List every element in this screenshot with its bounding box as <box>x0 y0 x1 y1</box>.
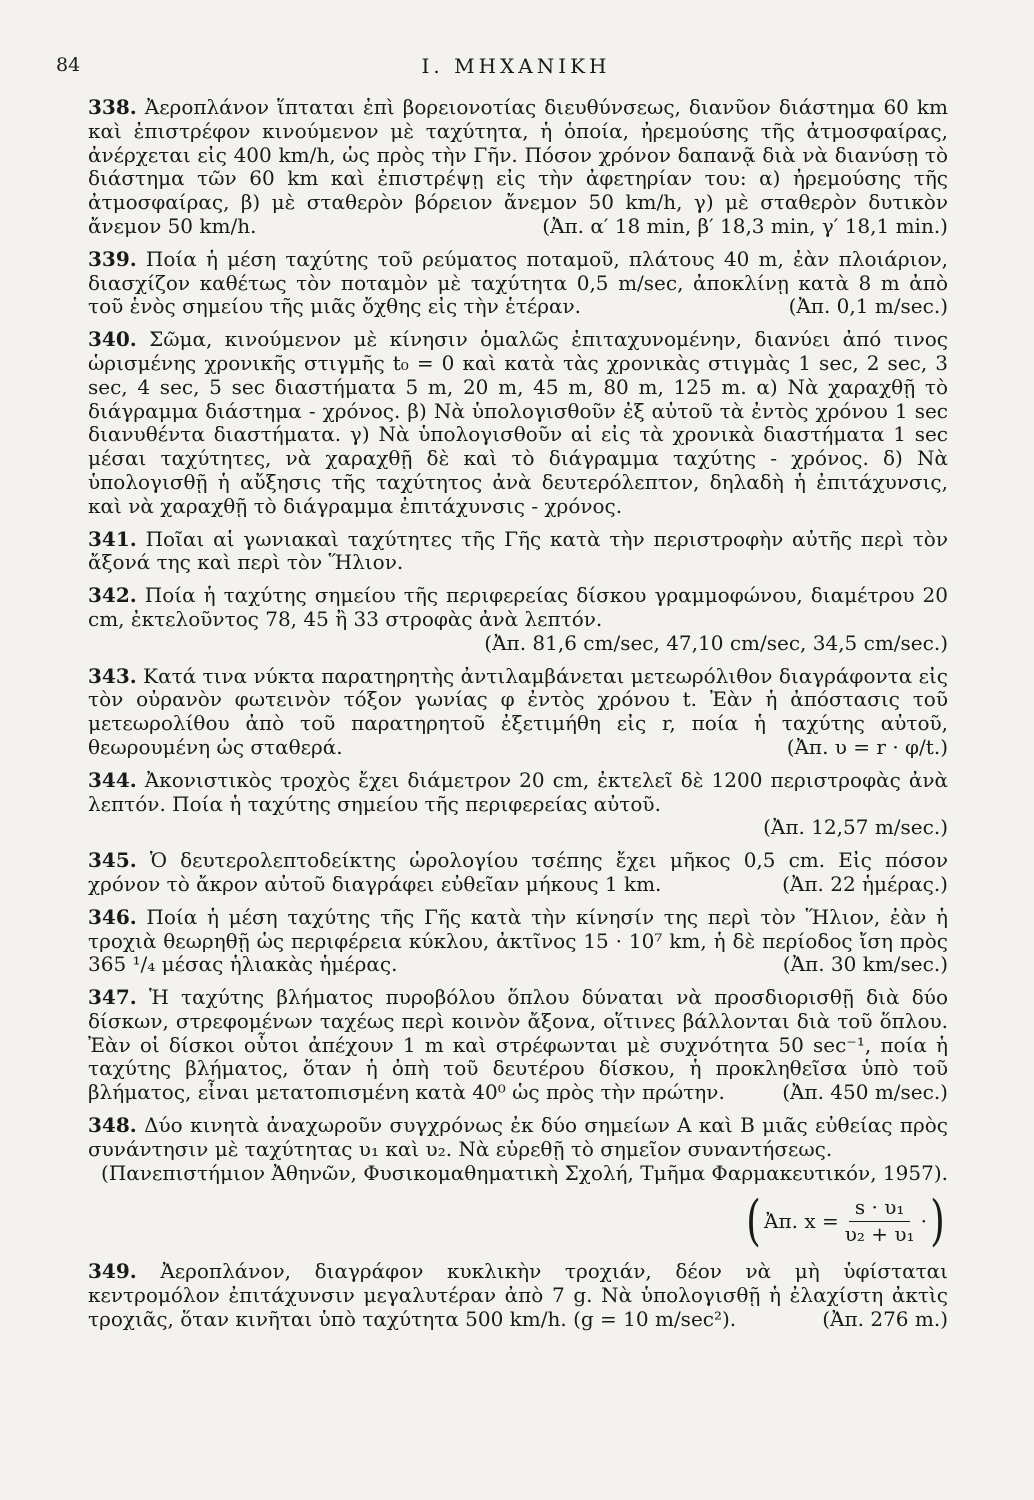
formula-fraction <box>845 1196 915 1247</box>
problem-answer: (Ἀπ. 22 ἡμέρας.) <box>782 871 948 896</box>
fraction-numerator: s · υ₁ <box>849 1196 911 1222</box>
problem-answer: (Ἀπ. α′ 18 min, β′ 18,3 min, γ′ 18,1 min.) <box>542 213 948 238</box>
problem-345 <box>88 849 948 897</box>
problem-number: 338. <box>88 95 137 119</box>
problem-342 <box>88 584 948 655</box>
problem-number: 345. <box>88 848 137 873</box>
problem-number: 348. <box>88 1113 137 1138</box>
problem-source: (Πανεπιστήμιον Ἀθηνῶν, Φυσικομαθηματικὴ Σχολή, Τμῆμα Φαρμακευτικόν, 1957). <box>101 1160 948 1185</box>
problem-number: 342. <box>88 583 137 608</box>
page-number: 84 <box>56 54 81 76</box>
problem-number: 347. <box>88 985 137 1010</box>
problem-answer: (Ἀπ. 450 m/sec.) <box>782 1080 948 1105</box>
problem-number: 349. <box>88 1259 137 1284</box>
problem-text: Ἡ ταχύτης βλήματος πυροβόλου ὅπλου δύναται νὰ προσδιορισθῇ διὰ δύο δίσκων, στρεφομένων ταχέως περὶ κοινὸν ἄξονα, οἵτινες βάλλονται διὰ τοῦ ὅπλου. Ἐὰν οἱ δίσκοι οὗτοι ἀπέχουν 1 m καὶ στρέφωνται μὲ συχνότητα 50 sec⁻¹, ποία ἡ ταχύτης βλήματος, ὅταν ἡ ὀπὴ τοῦ δευτέρου δίσκου, ἡ προκληθεῖσα ὑπὸ τοῦ βλήματος, εἶναι μετατοπισμένη κατὰ 40⁰ ὡς πρὸς τὴν πρώτην. <box>88 985 948 1105</box>
right-paren: ) <box>930 1189 945 1253</box>
problem-343 <box>88 665 948 760</box>
problem-text: Σῶμα, κινούμενον μὲ κίνησιν ὁμαλῶς ἐπιταχυνομένην, διανύει ἀπό τινος ὡρισμένης χρονικῆς στιγμῆς t₀ = 0 καὶ κατὰ τὰς χρονικὰς στιγμὰς 1 sec, 2 sec, 3 sec, 4 sec, 5 sec διαστήματα 5 m, 20 m, 45 m, 80 m, 125 m. α) Νὰ χαραχθῇ τὸ διάγραμμα διάστημα - χρόνος. β) Νὰ ὑπολογισθοῦν ἐξ αὐτοῦ τὰ ἐντὸς χρόνου 1 sec διανυθέντα διαστήματα. γ) Νὰ ὑπολογισθοῦν αἱ εἰς τὰ χρονικὰ διαστήματα 1 sec μέσαι ταχύτητες, νὰ χαραχθῇ δὲ καὶ τὸ διάγραμμα ταχύτης - χρόνος. δ) Νὰ ὑπολογισθῇ ἡ αὔξησις τῆς ταχύτητος ἀνὰ δευτερόλεπτον, δηλαδὴ ἡ ἐπιτάχυνσις, καὶ νὰ χαραχθῇ τὸ διάγραμμα ἐπιτάχυνσις - χρόνος. <box>88 327 949 518</box>
problem-text: Ποία ἡ μέση ταχύτης τῆς Γῆς κατὰ τὴν κίνησίν της περὶ τὸν Ἥλιον, ἐὰν ἡ τροχιὰ θεωρηθῇ ὡς περιφέρεια κύκλου, ἀκτῖνος 15 · 10⁷ km, ἡ δὲ περίοδος ἴση πρὸς 365 ¹/₄ μέσας ἡλιακὰς ἡμέρας. <box>88 904 949 977</box>
answer-formula <box>88 1191 948 1251</box>
problem-349 <box>88 1260 948 1331</box>
problem-text: Ἀεροπλάνον ἵπταται ἐπὶ βορειονοτίας διευθύνσεως, διανῦον διάστημα 60 km καὶ ἐπιστρέφον κινούμενον μὲ ταχύτητα, ἡ ὁποία, ἠρεμούσης τῆς ἀτμοσφαίρας, ἀνέρχεται εἰς 400 km/h, ὡς πρὸς τὴν Γῆν. Πόσον χρόνον δαπανᾷ διὰ νὰ διανύσῃ τὸ διάστημα τῶν 60 km καὶ ἐπιστρέψῃ εἰς τὴν ἀφετηρίαν του: α) ἠρεμούσης τῆς ἀτμοσφαίρας, β) μὲ σταθερὸν βόρειον ἄνεμον 50 km/h, γ) μὲ σταθερὸν δυτικὸν ἄνεμον 50 km/h. <box>88 95 949 238</box>
problem-text: Ποία ἡ ταχύτης σημείου τῆς περιφερείας δίσκου γραμμοφώνου, διαμέτρου 20 cm, ἐκτελοῦντος 78, 45 ἢ 33 στροφὰς ἀνὰ λεπτόν. <box>88 583 949 631</box>
problem-text: Ἀεροπλάνον, διαγράφον κυκλικὴν τροχιάν, δέον νὰ μὴ ὑφίσταται κεντρομόλον ἐπιτάχυνσιν μεγαλυτέραν ἀπὸ 7 g. Νὰ ὑπολογισθῇ ἡ ἐλαχίστη ἀκτὶς τροχιᾶς, ὅταν κινῆται ὑπὸ ταχύτητα 500 km/h. (g = 10 m/sec²). <box>88 1259 948 1332</box>
problem-338 <box>88 96 948 239</box>
problem-340 <box>88 328 948 518</box>
left-paren: ( <box>746 1189 761 1253</box>
problem-number: 340. <box>88 327 137 352</box>
problem-341 <box>88 528 948 576</box>
problem-348 <box>88 1114 948 1251</box>
problem-answer: (Ἀπ. 30 km/sec.) <box>782 952 948 977</box>
problem-text: Ποία ἡ μέση ταχύτης τοῦ ρεύματος ποταμοῦ, πλάτους 40 m, ἐὰν πλοιάριον, διασχίζον καθέτως τὸν ποταμὸν μὲ ταχύτητα 0,5 m/sec, ἀποκλίνῃ κατὰ 8 m ἀπὸ τοῦ ἑνὸς σημείου τῆς μιᾶς ὄχθης εἰς τὴν ἑτέραν. <box>88 246 948 319</box>
page-header <box>56 54 976 84</box>
problem-346 <box>88 906 948 977</box>
problem-text: Ὁ δευτερολεπτοδείκτης ὡρολογίου τσέπης ἔχει μῆκος 0,5 cm. Εἰς πόσον χρόνον τὸ ἄκρον αὐτοῦ διαγράφει εὐθεῖαν μήκους 1 km. <box>88 848 949 896</box>
problem-number: 346. <box>88 904 137 929</box>
problem-number: 339. <box>88 246 137 271</box>
problem-339 <box>88 248 948 319</box>
problem-number: 344. <box>88 767 137 792</box>
problem-344 <box>88 769 948 840</box>
problem-347 <box>88 986 948 1105</box>
problem-answer: (Ἀπ. 276 m.) <box>822 1307 948 1332</box>
problem-list <box>88 96 948 1341</box>
formula-prefix: Ἀπ. x = <box>764 1208 839 1233</box>
problem-number: 343. <box>88 663 137 688</box>
problem-answer: (Ἀπ. 0,1 m/sec.) <box>788 294 948 319</box>
problem-number: 341. <box>88 526 137 551</box>
problem-text: Ἀκονιστικὸς τροχὸς ἔχει διάμετρον 20 cm, ἐκτελεῖ δὲ 1200 περιστροφὰς ἀνὰ λεπτόν. Ποία ἡ ταχύτης σημείου τῆς περιφερείας αὐτοῦ. <box>88 767 949 816</box>
formula-body <box>764 1196 927 1247</box>
problem-text: Ποῖαι αἱ γωνιακαὶ ταχύτητες τῆς Γῆς κατὰ τὴν περιστροφὴν αὐτῆς περὶ τὸν ἄξονά της καὶ περὶ τὸν Ἥλιον. <box>88 526 949 575</box>
problem-answer: (Ἀπ. 81,6 cm/sec, 47,10 cm/sec, 34,5 cm/sec.) <box>484 630 948 655</box>
fraction-denominator: υ₂ + υ₁ <box>844 1221 915 1246</box>
problem-text: Κατά τινα νύκτα παρατηρητὴς ἀντιλαμβάνεται μετεωρόλιθον διαγράφοντα εἰς τὸν οὐρανὸν φωτεινὸν τόξον γωνίας φ ἐντὸς χρόνου t. Ἐὰν ἡ ἀπόστασις τοῦ μετεωρολίθου ἀπὸ τοῦ παρατηρητοῦ ἐξετιμήθη εἰς r, ποία ἡ ταχύτης αὐτοῦ, θεωρουμένη ὡς σταθερά. <box>88 663 949 759</box>
problem-answer: (Ἀπ. 12,57 m/sec.) <box>763 815 948 840</box>
problem-text: Δύο κινητὰ ἀναχωροῦν συγχρόνως ἐκ δύο σημείων Α καὶ Β μιᾶς εὐθείας πρὸς συνάντησιν μὲ ταχύτητας υ₁ καὶ υ₂. Νὰ εὑρεθῇ τὸ σημεῖον συναντήσεως. <box>88 1113 948 1161</box>
running-title: Ι. ΜΗΧΑΝΙΚΗ <box>421 54 611 78</box>
formula-suffix: · <box>920 1208 927 1233</box>
problem-answer: (Ἀπ. υ = r · φ/t.) <box>786 734 948 759</box>
